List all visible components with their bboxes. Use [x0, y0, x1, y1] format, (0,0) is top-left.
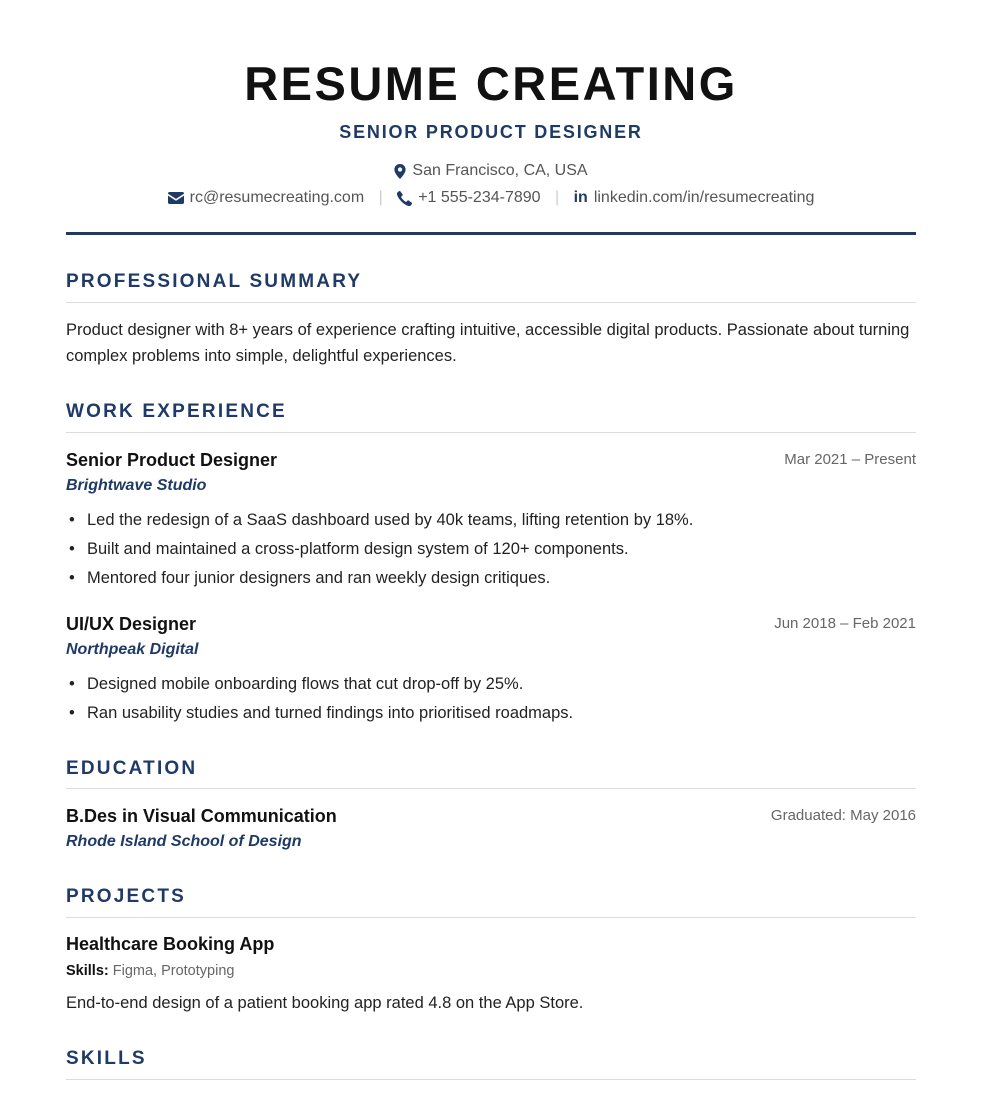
graduation-date: Graduated: May 2016 [770, 807, 916, 824]
linkedin-item[interactable] [574, 187, 815, 209]
location-line [66, 160, 916, 182]
job-title: Senior Product Designer [66, 450, 278, 470]
email-link[interactable]: rc@resumecreating.com [189, 189, 365, 206]
skills-heading: SKILLS [66, 1048, 147, 1069]
education-header [66, 804, 916, 828]
location-item [394, 160, 587, 182]
bullet-item: • Led the redesign of a SaaS dashboard used by 40k teams, lifting retention by 18%. [66, 506, 916, 535]
summary-heading: PROFESSIONAL SUMMARY [66, 271, 363, 292]
school-name: Rhode Island School of Design [66, 833, 302, 850]
contact-line [66, 187, 916, 209]
skills-label: Skills: [66, 963, 109, 979]
job-dates: Mar 2021 – Present [784, 451, 916, 468]
projects-heading: PROJECTS [66, 886, 187, 907]
bullet-item: • Designed mobile onboarding flows that cut drop-off by 25%. [66, 670, 916, 699]
linkedin-link[interactable]: linkedin.com/in/resumecreating [593, 189, 815, 206]
skills-values: Figma, Prototyping [112, 963, 235, 979]
linkedin-icon: in [573, 189, 588, 206]
job-title: UI/UX Designer [66, 614, 197, 634]
phone-link[interactable]: +1 555-234-7890 [418, 189, 541, 206]
email-item[interactable] [168, 187, 365, 209]
section-divider [66, 302, 916, 303]
phone-item[interactable] [397, 187, 540, 209]
section-divider [66, 1079, 916, 1080]
experience-heading: WORK EXPERIENCE [66, 401, 287, 422]
job-company: Brightwave Studio [66, 477, 207, 494]
section-divider [66, 917, 916, 918]
map-pin-icon [394, 164, 406, 179]
bullet-item: • Built and maintained a cross-platform design system of 120+ components. [66, 535, 916, 564]
project-header [66, 932, 916, 956]
project-description: End-to-end design of a patient booking app rated 4.8 on the App Store. [66, 994, 584, 1012]
job-header [66, 448, 916, 472]
phone-icon [397, 191, 412, 206]
bullet-item: • Ran usability studies and turned findings into prioritised roadmaps. [66, 699, 916, 728]
contact-separator: | [378, 189, 383, 206]
candidate-name: RESUME CREATING [244, 57, 738, 110]
job-company: Northpeak Digital [66, 641, 199, 658]
location-text: San Francisco, CA, USA [412, 162, 588, 179]
bullet-item: • Mentored four junior designers and ran weekly design critiques. [66, 564, 916, 593]
header-divider [66, 232, 916, 235]
project-name: Healthcare Booking App [66, 934, 275, 954]
envelope-icon [168, 192, 184, 204]
job-bullets [66, 670, 916, 728]
project-skills [66, 961, 234, 981]
candidate-role: SENIOR PRODUCT DESIGNER [339, 122, 643, 142]
summary-text: Product designer with 8+ years of experience crafting intuitive, accessible digital products. Passionate about turning complex problems into simple, delightful experiences. [66, 321, 910, 365]
education-heading: EDUCATION [66, 758, 198, 779]
job-header [66, 612, 916, 636]
job-bullets [66, 506, 916, 593]
contact-separator: | [554, 189, 560, 206]
resume-page [66, 0, 916, 1098]
section-divider [66, 432, 916, 433]
degree-title: B.Des in Visual Communication [66, 806, 337, 826]
job-dates: Jun 2018 – Feb 2021 [774, 615, 916, 632]
section-divider [66, 788, 916, 789]
